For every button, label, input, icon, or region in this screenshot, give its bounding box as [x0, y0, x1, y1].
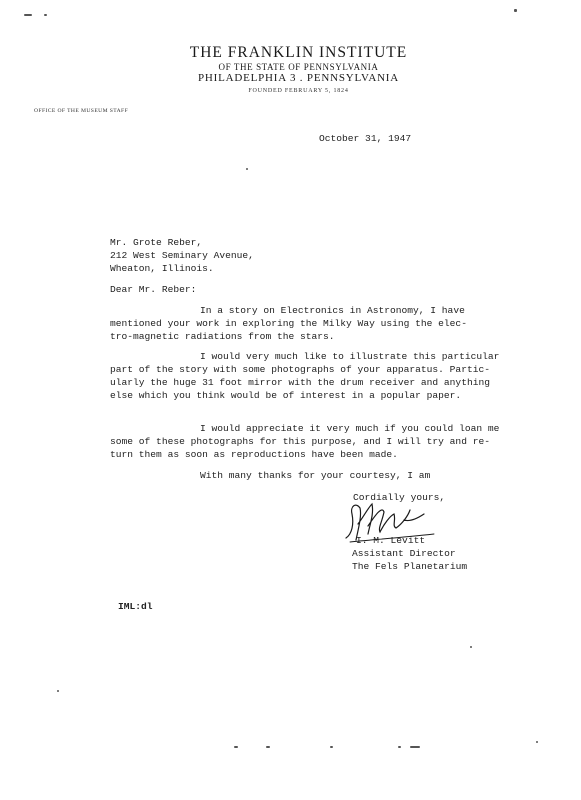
salutation: Dear Mr. Reber: [110, 284, 197, 295]
scan-speck [536, 741, 538, 743]
scan-speck [398, 746, 401, 748]
scan-speck [330, 746, 333, 748]
signatory-title: Assistant Director [352, 548, 456, 559]
scan-speck [246, 168, 248, 170]
institution-city-line: PHILADELPHIA 3 . PENNSYLVANIA [197, 72, 400, 84]
scan-speck [57, 690, 59, 692]
letter-date: October 31, 1947 [319, 133, 412, 144]
scan-speck [410, 746, 420, 748]
body-paragraph-3-line-2: some of these photographs for this purpose, and I will try and re- [110, 436, 490, 447]
scan-speck [24, 14, 32, 16]
recipient-street: 212 West Seminary Avenue, [110, 250, 254, 261]
body-paragraph-2-line-2: part of the story with some photographs of your apparatus. Partic- [110, 364, 490, 375]
institution-name: THE FRANKLIN INSTITUTE [189, 44, 408, 61]
scan-speck [44, 14, 47, 16]
body-paragraph-2-line-1: I would very much like to illustrate this particular [200, 351, 500, 362]
recipient-name: Mr. Grote Reber, [110, 237, 203, 248]
institution-state-line: OF THE STATE OF PENNSYLVANIA [218, 62, 379, 72]
closing: Cordially yours, [353, 492, 446, 503]
body-paragraph-2-line-4: else which you think would be of interest in a popular paper. [110, 390, 462, 401]
signatory-organization: The Fels Planetarium [352, 561, 468, 572]
body-paragraph-1-line-3: tro-magnetic radiations from the stars. [110, 331, 335, 342]
signatory-name: I. M. Levitt [356, 535, 426, 546]
body-paragraph-1-line-2: mentioned your work in exploring the Milky Way using the elec- [110, 318, 467, 329]
scan-speck [266, 746, 270, 748]
typist-initials: IML:dl [118, 601, 153, 612]
office-line: OFFICE OF THE MUSEUM STAFF [34, 108, 129, 114]
body-paragraph-3-line-3: turn them as soon as reproductions have been made. [110, 449, 398, 460]
body-paragraph-1-line-1: In a story on Electronics in Astronomy, I have [200, 305, 465, 316]
recipient-city: Wheaton, Illinois. [110, 263, 214, 274]
scan-speck [514, 9, 517, 12]
scan-speck [470, 646, 472, 648]
scan-speck [234, 746, 238, 748]
body-paragraph-4-line-1: With many thanks for your courtesy, I am [200, 470, 431, 481]
body-paragraph-2-line-3: ularly the huge 31 foot mirror with the drum receiver and anything [110, 377, 490, 388]
body-paragraph-3-line-1: I would appreciate it very much if you could loan me [200, 423, 500, 434]
institution-founded-line: FOUNDED FEBRUARY 5, 1824 [248, 88, 349, 94]
